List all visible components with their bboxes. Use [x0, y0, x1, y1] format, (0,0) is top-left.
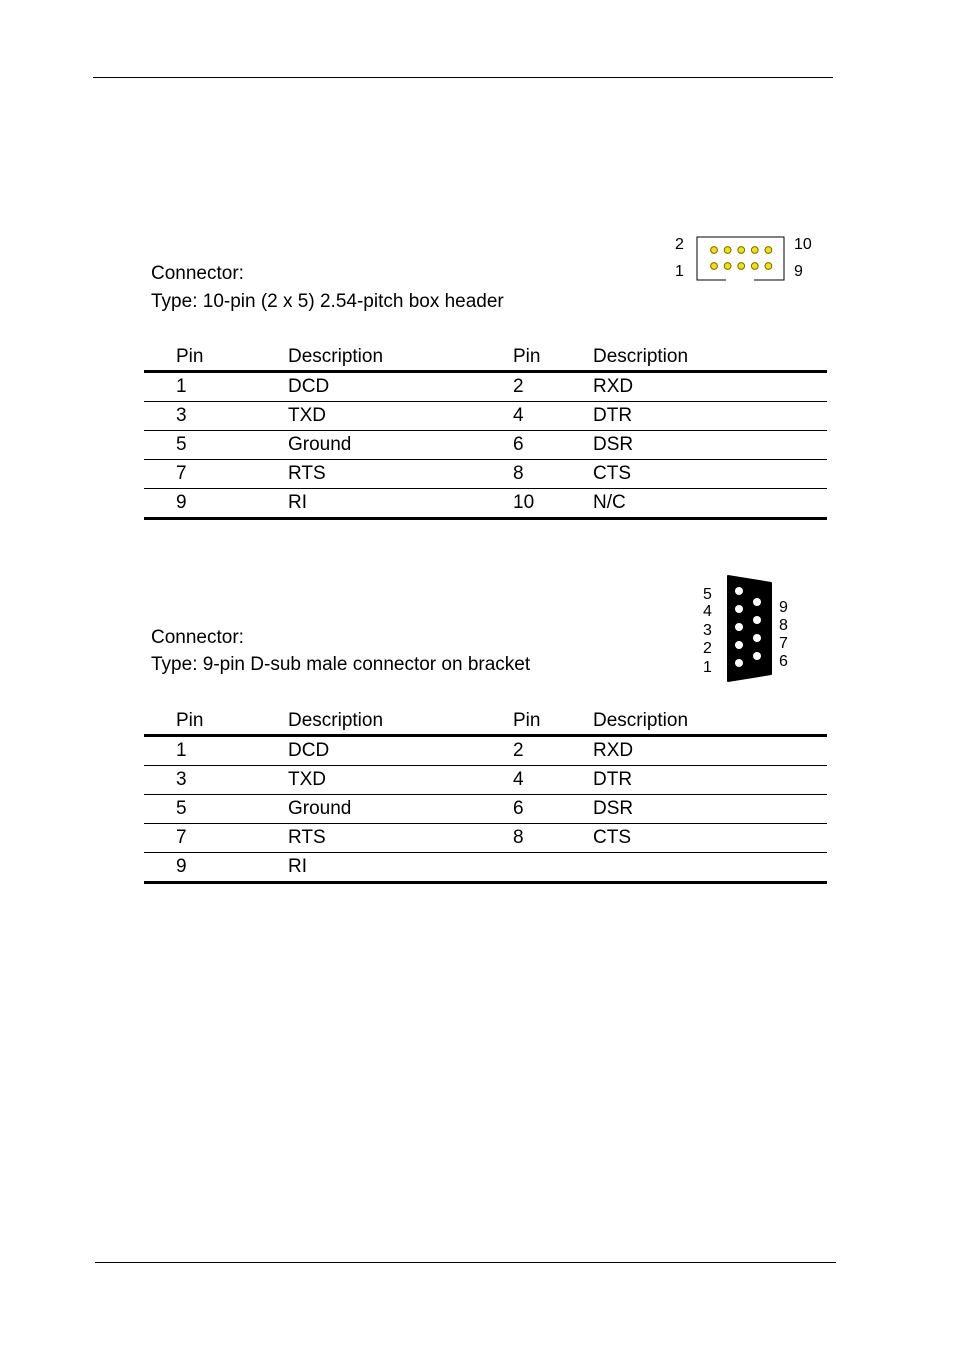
header-pin-dot — [711, 247, 718, 254]
section2-type-text: Type: 9-pin D-sub male connector on bracket — [151, 654, 531, 675]
table-row — [144, 766, 827, 795]
section1-pin-table — [144, 340, 827, 520]
pin-cell: 1 — [176, 376, 187, 397]
header-pin-dot — [765, 247, 772, 254]
header-pin: Pin — [513, 710, 541, 731]
pin-cell — [513, 853, 593, 883]
description-cell: Ground — [288, 434, 352, 455]
table-header-row — [144, 704, 827, 736]
section2-connector-label: Connector: — [151, 627, 244, 648]
description-cell: N/C — [593, 492, 626, 513]
description-cell: CTS — [593, 827, 631, 848]
dsub-pin-dot — [753, 598, 761, 606]
header-pin-dot — [738, 247, 745, 254]
pin-cell: 7 — [176, 827, 187, 848]
table-header-row — [144, 340, 827, 372]
header-pin: Pin — [513, 346, 541, 367]
header-pin-dot — [765, 263, 772, 270]
dsub-pin-dot — [753, 616, 761, 624]
description-cell: DTR — [593, 405, 633, 426]
description-cell: DCD — [288, 740, 330, 761]
pin-cell: 8 — [513, 463, 524, 484]
box-header-10pin-icon — [668, 230, 828, 286]
pin-cell: 4 — [513, 405, 524, 426]
box-header-label-top-right: 10 — [794, 236, 812, 253]
header-pin-dot — [751, 247, 758, 254]
pin-cell: 3 — [176, 405, 187, 426]
dsub-pin-dot — [735, 587, 743, 595]
description-cell: RXD — [593, 376, 634, 397]
box-header-label-top-left: 2 — [675, 236, 684, 253]
table-row — [144, 460, 827, 489]
box-header-label-bottom-left: 1 — [675, 263, 684, 280]
table-row — [144, 795, 827, 824]
pin-cell: 6 — [513, 798, 524, 819]
pin-cell: 5 — [176, 798, 187, 819]
pin-cell: 7 — [176, 463, 187, 484]
pin-cell: 3 — [176, 769, 187, 790]
pin-cell: 9 — [176, 492, 187, 513]
pin-cell: 8 — [513, 827, 524, 848]
header-pin-dot — [724, 263, 731, 270]
pin-cell: 4 — [513, 769, 524, 790]
header-pin: Pin — [176, 346, 204, 367]
dsub-left-labels — [703, 586, 712, 676]
header-description: Description — [288, 710, 384, 731]
dsub-pin-dot — [753, 652, 761, 660]
pin-cell: 2 — [513, 740, 524, 761]
header-description: Description — [288, 346, 384, 367]
dsub-label: 6 — [779, 653, 788, 670]
section1-type-text: Type: 10-pin (2 x 5) 2.54-pitch box header — [151, 291, 504, 312]
header-description: Description — [593, 710, 689, 731]
description-cell: Ground — [288, 798, 352, 819]
header-pin-dot — [738, 263, 745, 270]
dsub-9pin-icon — [698, 570, 798, 686]
description-cell: RXD — [593, 740, 634, 761]
table-row — [144, 736, 827, 766]
description-cell: DSR — [593, 798, 634, 819]
pin-cell: 1 — [176, 740, 187, 761]
description-cell: RTS — [288, 827, 326, 848]
description-cell — [593, 853, 827, 883]
dsub-label: 3 — [703, 622, 712, 639]
description-cell: CTS — [593, 463, 631, 484]
header-pin-dot — [711, 263, 718, 270]
dsub-label: 2 — [703, 640, 712, 657]
pin-cell: 9 — [176, 856, 187, 877]
description-cell: DSR — [593, 434, 634, 455]
pin-cell: 5 — [176, 434, 187, 455]
table-row — [144, 402, 827, 431]
section2-pin-table — [144, 704, 827, 884]
table-row — [144, 372, 827, 402]
box-header-label-bottom-right: 9 — [794, 263, 803, 280]
dsub-label: 1 — [703, 659, 712, 676]
description-cell: RI — [288, 856, 307, 877]
pin-cell: 10 — [513, 492, 535, 513]
description-cell: TXD — [288, 405, 326, 426]
header-description: Description — [593, 346, 689, 367]
dsub-right-labels — [779, 599, 788, 670]
table-row — [144, 853, 827, 883]
description-cell: DCD — [288, 376, 330, 397]
pin-cell: 6 — [513, 434, 524, 455]
dsub-label: 7 — [779, 635, 788, 652]
table-row — [144, 431, 827, 460]
dsub-label: 8 — [779, 617, 788, 634]
dsub-pin-dot — [735, 641, 743, 649]
description-cell: TXD — [288, 769, 326, 790]
table-row — [144, 824, 827, 853]
header-pin-dot — [751, 263, 758, 270]
dsub-label: 5 — [703, 586, 712, 603]
table-row — [144, 489, 827, 519]
dsub-pin-dot — [735, 659, 743, 667]
pin-cell: 2 — [513, 376, 524, 397]
description-cell: DTR — [593, 769, 633, 790]
header-pin-dot — [724, 247, 731, 254]
header-pin: Pin — [176, 710, 204, 731]
description-cell: RTS — [288, 463, 326, 484]
dsub-pin-dot — [735, 605, 743, 613]
dsub-label: 4 — [703, 603, 712, 620]
header-rule — [93, 77, 833, 78]
section1-connector-label: Connector: — [151, 263, 244, 284]
dsub-label: 9 — [779, 599, 788, 616]
dsub-pin-dot — [753, 634, 761, 642]
footer-rule — [95, 1262, 836, 1263]
description-cell: RI — [288, 492, 307, 513]
dsub-pin-dot — [735, 623, 743, 631]
